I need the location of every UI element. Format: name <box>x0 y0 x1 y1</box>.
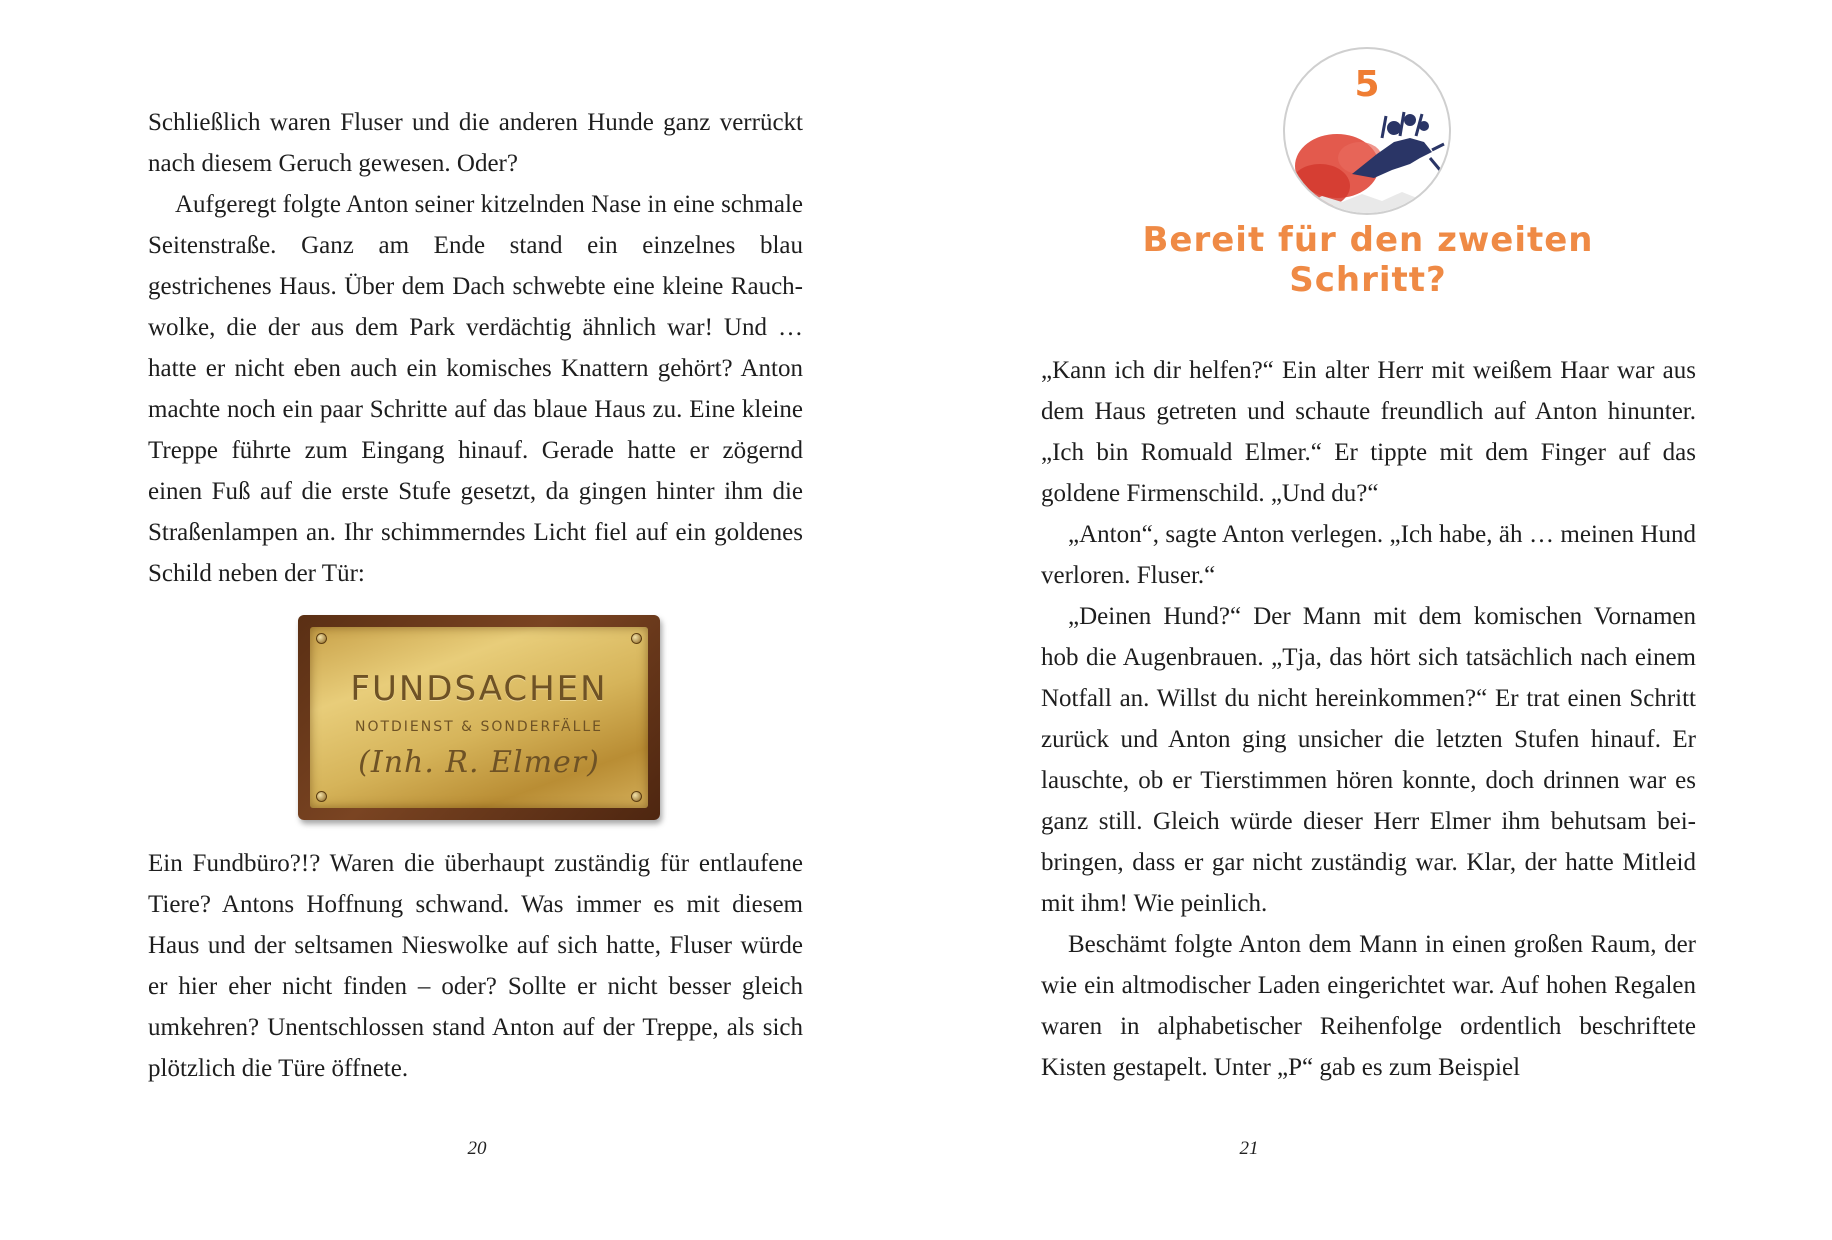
plaque-title: FUNDSACHEN <box>350 669 608 709</box>
paragraph: „Deinen Hund?“ Der Mann mit dem komischen Vornamen hob die Augenbrauen. „Tja, das hört sich tatsächlich nach einem Notfall an. Willst du nicht hereinkommen?“ Er trat einen Schritt zurück und Anton ging unsicher die letzten Stufen hinauf. Er lauschte, ob er Tierstimmen hören konnte, doch drinnen war es ganz still. Gleich würde dieser Herr Elmer ihm behutsam beibringen, dass er gar nicht zuständig war. Klar, der hatte Mitleid mit ihm! Wie peinlich. <box>1041 603 1696 917</box>
screw-icon <box>631 633 642 644</box>
screw-icon <box>631 791 642 802</box>
fundsachen-plaque <box>298 615 660 820</box>
screw-icon <box>316 791 327 802</box>
page-number: 20 <box>467 1138 487 1159</box>
screw-icon <box>316 633 327 644</box>
left-text-bottom <box>148 843 803 1089</box>
right-page <box>916 0 1832 1240</box>
paragraph: Aufgeregt folgte Anton seiner kitzelnden Nase in eine schmale Seitenstraße. Ganz am Ende stand ein einzelnes blau gestrichenes Haus. Über dem Dach schwebte eine kleine Rauchwolke, die der aus dem Park verdächtig ähnlich war! Und … hatte er nicht eben auch ein komisches Knattern gehört? Anton machte noch ein paar Schritte auf das blaue Haus zu. Eine kleine Treppe führte zum Eingang hinauf. Gerade hatte er zögernd einen Fuß auf die erste Stufe gesetzt, da gingen hinter ihm die Straßenlampen an. Ihr schimmerndes Licht fiel auf ein goldenes Schild neben der Tür: <box>148 191 803 587</box>
paragraph: Schließlich waren Fluser und die anderen Hunde ganz verrückt nach diesem Geruch gewesen. Oder? <box>148 109 803 177</box>
chapter-title-text: Bereit für den zweiten Schritt? <box>1142 220 1594 300</box>
chapter-number: 5 <box>1354 64 1380 105</box>
page-number: 21 <box>1239 1138 1259 1159</box>
plaque-owner: (Inh. R. Elmer) <box>358 745 600 780</box>
left-text-top <box>148 102 803 594</box>
paragraph: „Kann ich dir helfen?“ Ein alter Herr mit weißem Haar war aus dem Haus getreten und schaute freundlich auf Anton hinunter. „Ich bin Romuald Elmer.“ Er tippte mit dem Finger auf das goldene Firmenschild. „Und du?“ <box>1041 357 1696 507</box>
paragraph: Ein Fundbüro?!? Waren die überhaupt zuständig für entlaufene Tiere? Antons Hoffnung schwand. Was immer es mit diesem Haus und der seltsamen Nieswolke auf sich hatte, Fluser würde er hier eher nicht finden – oder? Sollte er nicht besser gleich umkehren? Unentschlossen stand Anton auf der Treppe, als sich plötzlich die Türe öffnete. <box>148 850 803 1082</box>
paragraph: „Anton“, sagte Anton verlegen. „Ich habe, äh … meinen Hund verloren. Fluser.“ <box>1041 521 1696 589</box>
paragraph: Beschämt folgte Anton dem Mann in einen großen Raum, der wie ein altmodischer Laden eingerichtet war. Auf hohen Regalen waren in alphabetischer Reihenfolge ordentlich beschriftete Kisten gestapelt. Unter „P“ gab es zum Beispiel <box>1041 931 1696 1081</box>
plaque-brass <box>310 627 648 808</box>
plaque-subtitle: NOTDIENST & SONDERFÄLLE <box>354 719 604 735</box>
chapter-title <box>916 220 1832 300</box>
right-text <box>1041 350 1696 1088</box>
